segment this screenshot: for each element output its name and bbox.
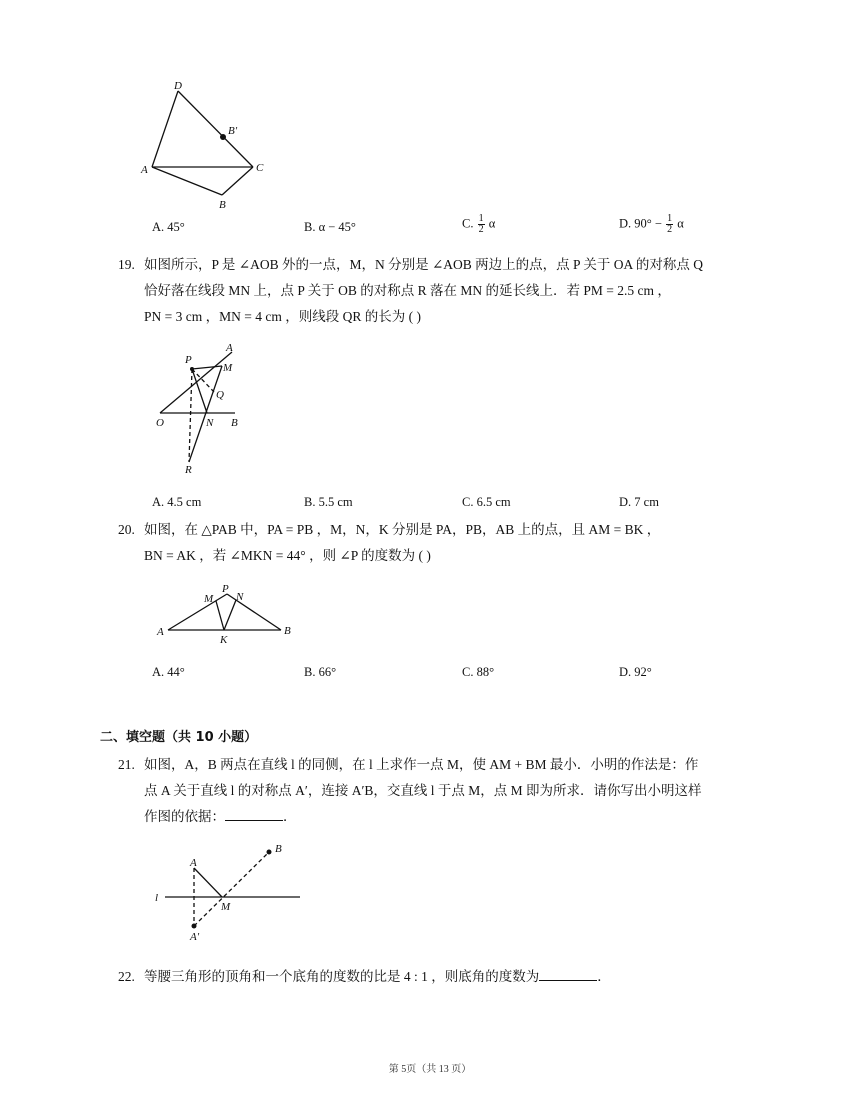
q18-option-c-fraction [478, 214, 485, 235]
label-Aprime: A′ [190, 931, 200, 943]
q22-line [144, 964, 611, 990]
q20-number: 20. [118, 522, 135, 537]
frac-den: 2 [478, 224, 484, 235]
label-B: B [231, 417, 238, 429]
label-R: R [185, 464, 192, 476]
q20-option-c: C. 88° [462, 665, 495, 679]
label-l: l [155, 892, 159, 904]
label-C: C [256, 162, 264, 174]
label-A: A [141, 164, 148, 176]
point-Aprime [192, 924, 197, 929]
q22-end: ． [597, 969, 611, 984]
q21-figure [150, 838, 310, 948]
q21-line-3 [144, 804, 297, 830]
q19-number: 19. [118, 257, 135, 272]
q21-line-3-text: 作图的依据： [144, 809, 225, 824]
q19-option-d: D. 7 cm [619, 495, 659, 509]
q20-line-1: 如图，在 △PAB 中，PA = PB ，M，N，K 分别是 PA，PB，AB 上的点，且 AM = BK ， [144, 522, 661, 537]
q18-figure [130, 75, 280, 215]
q18-option-d-fraction [666, 214, 673, 235]
dashed-PR [189, 369, 192, 462]
q19-line-1: 如图所示，P 是 ∠AOB 外的一点，M，N 分别是 ∠AOB 两边上的点，点 P 关于 OA 的对称点 Q [144, 257, 704, 272]
label-N: N [206, 417, 214, 429]
q18-option-c-prefix: C. [462, 216, 474, 231]
label-P: P [222, 583, 229, 595]
label-B: B [284, 625, 291, 637]
point-B [267, 850, 272, 855]
label-O: O [156, 417, 164, 429]
label-B: B [219, 199, 226, 211]
line-MR [189, 366, 222, 462]
q20-option-d: D. 92° [619, 665, 652, 679]
edge-AB [152, 167, 222, 195]
q22-number: 22. [118, 969, 135, 984]
point-Bprime [220, 134, 226, 140]
q18-option-c [462, 214, 495, 235]
q22-text: 等腰三角形的顶角和一个底角的度数的比是 4 : 1 ，则底角的度数为 [144, 969, 540, 984]
q20-option-b: B. 66° [304, 665, 337, 679]
label-K: K [220, 634, 228, 646]
q18-option-d [619, 214, 684, 235]
frac-den: 2 [667, 224, 673, 235]
edge-DA [152, 91, 178, 167]
point-P [190, 367, 194, 371]
q21-number: 21. [118, 757, 135, 772]
q21-line-3-end: ． [283, 809, 297, 824]
segment-NK [224, 600, 236, 630]
edge-AP [168, 594, 227, 630]
q21-line-2: 点 A 关于直线 l 的对称点 A′，连接 A′B，交直线 l 于点 M，点 M 即为所求．请你写出小明这样 [144, 783, 702, 798]
label-A: A [226, 342, 233, 354]
label-A: A [190, 857, 197, 869]
q18-option-d-suffix: α [677, 216, 684, 231]
q19-option-b: B. 5.5 cm [304, 495, 353, 509]
q21-answer-blank[interactable] [225, 806, 283, 821]
label-Q: Q [216, 389, 224, 401]
q19-option-a: A. 4.5 cm [152, 495, 202, 509]
segment-MK [216, 601, 224, 630]
q19-line-3: PN = 3 cm ，MN = 4 cm ，则线段 QR 的长为 ( ) [144, 309, 421, 324]
q21-line-1: 如图，A，B 两点在直线 l 的同侧，在 l 上求作一点 M，使 AM + BM 最小．小明的作法是：作 [144, 757, 699, 772]
q20-figure [150, 578, 300, 648]
label-B: B [275, 843, 282, 855]
dashed-AprimeB [194, 852, 269, 926]
label-M: M [221, 901, 231, 913]
edge-BC [222, 167, 253, 195]
frac-num: 1 [478, 213, 484, 224]
page-footer: 第 5页（共 13 页） [388, 1064, 472, 1075]
q20-option-a: A. 44° [152, 665, 185, 679]
q19-figure [150, 338, 260, 478]
edge-DC [178, 91, 253, 167]
label-A: A [157, 626, 164, 638]
q18-option-b: B. α − 45° [304, 220, 356, 234]
label-M: M [223, 362, 233, 374]
section-title: 二、填空题（共 10 小题） [100, 730, 258, 745]
label-M: M [204, 593, 214, 605]
frac-num: 1 [667, 213, 673, 224]
label-D: D [174, 80, 182, 92]
segment-PM [192, 366, 222, 369]
q19-option-c: C. 6.5 cm [462, 495, 511, 509]
segment-AM [194, 868, 222, 897]
q19-line-2: 恰好落在线段 MN 上，点 P 关于 OB 的对称点 R 落在 MN 的延长线上．若 PM = 2.5 cm ， [144, 283, 671, 298]
q22-answer-blank[interactable] [539, 966, 597, 981]
q18-option-a: A. 45° [152, 220, 185, 234]
label-N: N [236, 591, 244, 603]
q18-option-c-suffix: α [488, 216, 496, 231]
q20-line-2: BN = AK ，若 ∠MKN = 44° ，则 ∠P 的度数为 ( ) [144, 548, 431, 563]
label-Bprime: B′ [228, 125, 238, 137]
label-P: P [185, 354, 192, 366]
q18-option-d-prefix: D. 90° − [619, 216, 662, 231]
